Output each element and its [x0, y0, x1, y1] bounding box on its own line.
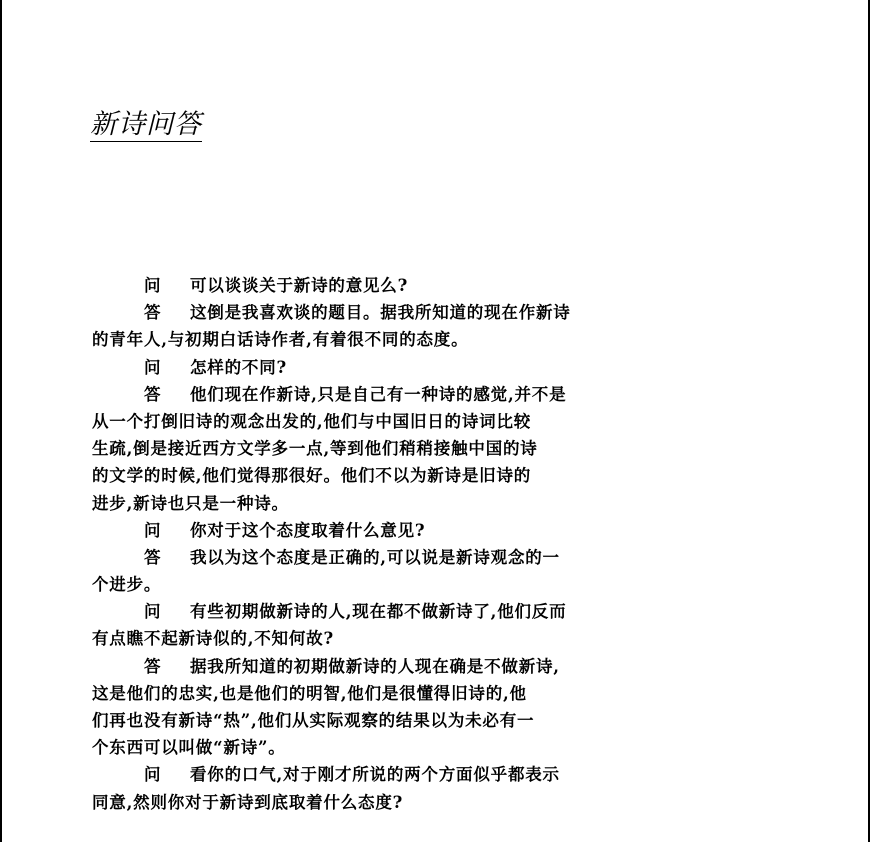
line-text: 看你的口气,对于刚才所说的两个方面似乎都表示 — [190, 765, 560, 785]
text-line — [92, 381, 767, 408]
text-line — [92, 571, 767, 598]
line-text: 们再也没有新诗“热”,他们从实际观察的结果以为未必有一 — [92, 711, 535, 730]
text-line — [92, 544, 767, 571]
text-line — [92, 435, 767, 462]
page-edge-left — [0, 0, 2, 842]
line-text: 生疏,倒是接近西方文学多一点,等到他们稍稍接触中国的诗 — [92, 439, 538, 459]
text-line — [92, 299, 767, 326]
line-text: 可以谈谈关于新诗的意见么? — [190, 276, 409, 295]
line-text: 据我所知道的初期做新诗的人现在确是不做新诗, — [190, 656, 560, 676]
line-text: 这倒是我喜欢谈的题目。据我所知道的现在作新诗 — [190, 303, 571, 323]
line-text: 怎样的不同? — [190, 357, 287, 377]
page-title: 新诗问答 — [90, 109, 202, 140]
text-line — [92, 707, 767, 734]
text-line — [92, 598, 767, 625]
text-line — [92, 354, 767, 381]
line-text: 你对于这个态度取着什么意见? — [190, 520, 426, 540]
dialogue-body — [92, 272, 767, 816]
line-text: 个东西可以叫做“新诗”。 — [92, 738, 286, 758]
line-text: 个进步。 — [92, 575, 162, 595]
text-line — [92, 789, 767, 816]
line-text: 有点瞧不起新诗似的,不知何故? — [92, 629, 334, 649]
speaker-label: 问 — [144, 357, 162, 377]
line-text: 的青年人,与初期白话诗作者,有着很不同的态度。 — [92, 330, 469, 350]
text-line — [92, 326, 767, 353]
text-line — [92, 625, 767, 652]
speaker-label: 问 — [144, 520, 162, 540]
speaker-label: 答 — [144, 656, 162, 676]
text-line — [92, 408, 767, 435]
line-text: 从一个打倒旧诗的观念出发的,他们与中国旧日的诗词比较 — [92, 411, 532, 431]
text-line — [92, 517, 767, 544]
text-line — [92, 734, 767, 761]
text-line — [92, 653, 767, 680]
line-text: 我以为这个态度是正确的,可以说是新诗观念的一 — [190, 547, 560, 567]
line-text: 同意,然则你对于新诗到底取着什么态度? — [92, 792, 404, 812]
text-line — [92, 462, 767, 489]
text-line — [92, 680, 767, 707]
speaker-label: 答 — [144, 303, 162, 323]
line-text: 的文学的时候,他们觉得那很好。他们不以为新诗是旧诗的 — [92, 466, 532, 486]
text-line — [92, 490, 767, 517]
text-line — [92, 761, 767, 788]
speaker-label: 问 — [144, 602, 162, 622]
line-text: 进步,新诗也只是一种诗。 — [92, 493, 289, 513]
line-text: 有些初期做新诗的人,现在都不做新诗了,他们反而 — [190, 602, 567, 622]
line-text: 这是他们的忠实,也是他们的明智,他们是很懂得旧诗的,他 — [92, 683, 527, 703]
speaker-label: 问 — [144, 276, 162, 295]
text-line — [92, 272, 767, 299]
speaker-label: 答 — [144, 547, 162, 567]
speaker-label: 问 — [144, 765, 162, 785]
line-text: 他们现在作新诗,只是自己有一种诗的感觉,并不是 — [190, 384, 567, 404]
speaker-label: 答 — [144, 384, 162, 404]
